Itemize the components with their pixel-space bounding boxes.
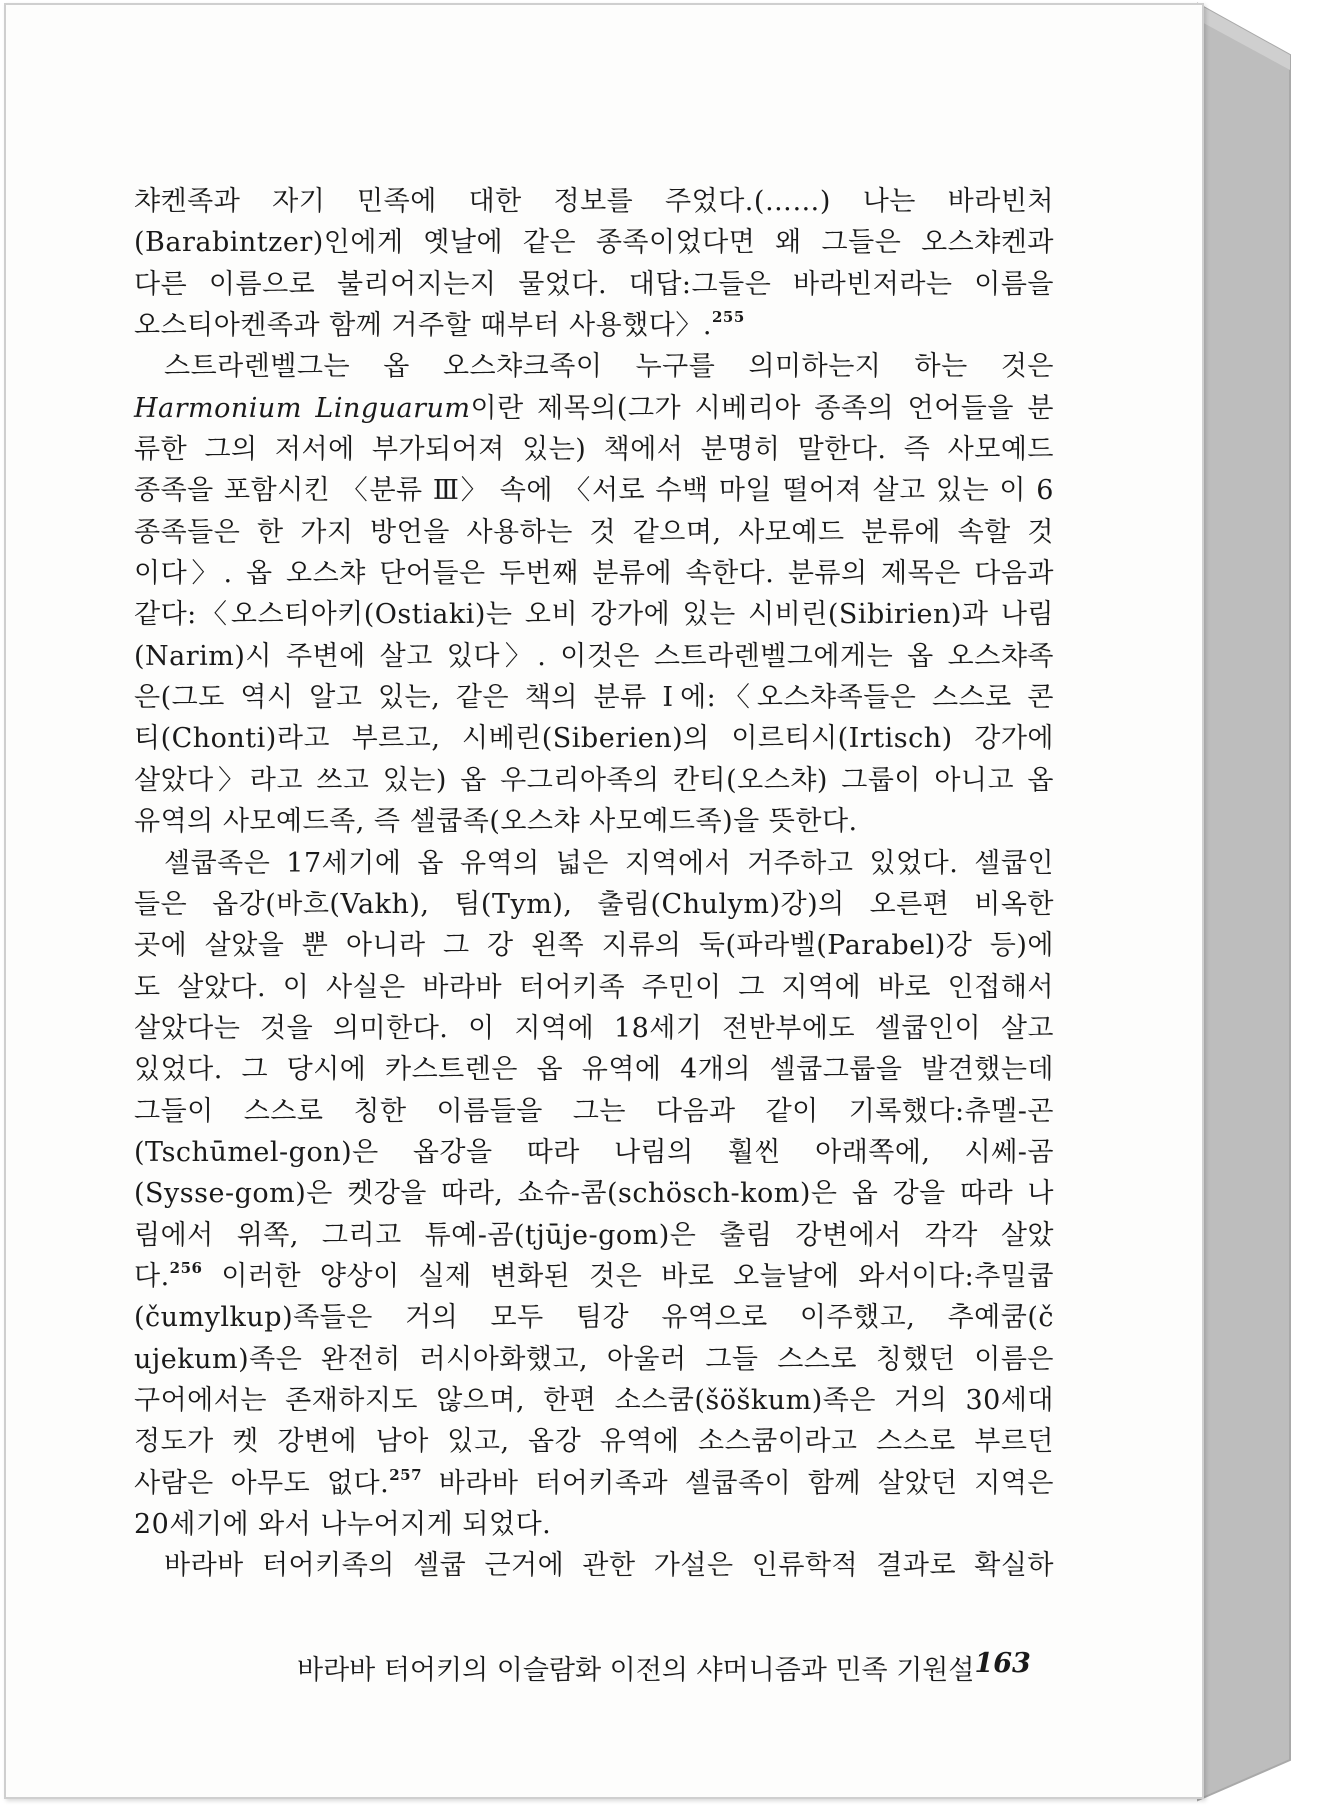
line-text: 있었다. 그 당시에 카스트렌은 옵 유역에 4개의 셀쿱그룹을 발견했는데 bbox=[134, 1054, 1054, 1086]
line-text: 종족을 포함시킨 〈분류 Ⅲ〉 속에 〈서로 수백 마일 떨어져 살고 있는 이 6 bbox=[134, 475, 1054, 507]
text-line bbox=[134, 760, 1054, 801]
line-text: 셀쿱족은 17세기에 옵 유역의 넓은 지역에서 거주하고 있었다. 셀쿱인 bbox=[164, 847, 1054, 879]
line-text: 다. bbox=[134, 1260, 170, 1292]
text-line bbox=[134, 718, 1054, 759]
book-title-italic: Harmonium Linguarum bbox=[134, 392, 471, 424]
text-line bbox=[134, 222, 1054, 263]
line-text: 이란 제목의(그가 시베리아 종족의 언어들을 분 bbox=[470, 392, 1054, 424]
line-text: 사람은 아무도 없다. bbox=[134, 1467, 390, 1499]
text-line bbox=[134, 884, 1054, 925]
text-line bbox=[134, 843, 1054, 884]
footnote-ref: 257 bbox=[389, 1465, 423, 1484]
text-line bbox=[134, 967, 1054, 1008]
text-line bbox=[134, 1173, 1054, 1214]
line-text: (čumylkup)족들은 거의 모두 팀강 유역으로 이주했고, 추예쿰(č bbox=[134, 1302, 1054, 1334]
line-text: 티(Chonti)라고 부르고, 시베린(Siberien)의 이르티시(Irtisch) 강가에 bbox=[134, 723, 1054, 755]
text-line bbox=[134, 1091, 1054, 1132]
text-line bbox=[134, 553, 1054, 594]
line-text: ujekum)족은 완전히 러시아화했고, 아울러 그들 스스로 칭했던 이름은 bbox=[134, 1343, 1054, 1375]
line-text-tail: 이러한 양상이 실제 변화된 것은 바로 오늘날에 와서이다:추밀쿱 bbox=[202, 1260, 1054, 1292]
text-line bbox=[134, 1297, 1054, 1338]
line-text: 유역의 사모예드족, 즉 셀쿱족(오스챠 사모예드족)을 뜻한다. bbox=[134, 806, 858, 838]
line-text: 챠켄족과 자기 민족에 대한 정보를 주었다.(……) 나는 바라빈처 bbox=[134, 186, 1054, 217]
line-text: 림에서 위쪽, 그리고 튜예-곰(tjūje-gom)은 출림 강변에서 각각 살았 bbox=[134, 1219, 1054, 1251]
footnote-ref: 255 bbox=[711, 308, 745, 327]
text-line bbox=[134, 801, 1054, 842]
line-text: (Tschūmel-gon)은 옵강을 따라 나림의 훨씬 아래쪽에, 시쎄-곰 bbox=[134, 1136, 1054, 1168]
text-line bbox=[134, 1463, 1054, 1504]
line-text: 도 살았다. 이 사실은 바라바 터어키족 주민이 그 지역에 바로 인접해서 bbox=[134, 971, 1054, 1003]
line-text: 살았다〉라고 쓰고 있는) 옵 우그리아족의 칸티(오스챠) 그룹이 아니고 옵 bbox=[134, 764, 1054, 796]
line-text: 오스티아켄족과 함께 거주할 때부터 사용했다〉. bbox=[134, 310, 712, 342]
text-line bbox=[134, 470, 1054, 511]
text-line bbox=[134, 1421, 1054, 1462]
line-text: 스트라렌벨그는 옵 오스챠크족이 누구를 의미하는지 하는 것은 bbox=[164, 351, 1054, 383]
line-text: 다른 이름으로 불리어지는지 물었다. 대답:그들은 바라빈저라는 이름을 bbox=[134, 268, 1054, 300]
line-text: 정도가 켓 강변에 남아 있고, 옵강 유역에 소스쿰이라고 스스로 부르던 bbox=[134, 1426, 1054, 1458]
line-text: 은(그도 역시 알고 있는, 같은 책의 분류 Ⅰ에:〈오스챠족들은 스스로 콘 bbox=[134, 682, 1054, 714]
text-line bbox=[134, 594, 1054, 635]
text-line bbox=[134, 677, 1054, 718]
text-line bbox=[134, 1008, 1054, 1049]
text-line bbox=[134, 181, 1054, 222]
line-text: 류한 그의 저서에 부가되어져 있는) 책에서 분명히 말한다. 즉 사모예드 bbox=[134, 434, 1054, 466]
text-line bbox=[134, 925, 1054, 966]
line-text: 들은 옵강(바흐(Vakh), 팀(Tym), 출림(Chulym)강)의 오른편 비옥한 bbox=[134, 888, 1054, 920]
page-number: 163 bbox=[974, 1648, 1031, 1679]
text-line bbox=[134, 1504, 1054, 1545]
line-text: 20세기에 와서 나누어지게 되었다. bbox=[134, 1509, 552, 1540]
text-line bbox=[134, 429, 1054, 470]
text-line bbox=[134, 1380, 1054, 1421]
text-line bbox=[134, 264, 1054, 305]
line-text: 이다〉. 옵 오스챠 단어들은 두번째 분류에 속한다. 분류의 제목은 다음과 bbox=[134, 558, 1054, 590]
page-footer bbox=[297, 1648, 1031, 1687]
line-text: (Sysse-gom)은 켓강을 따라, 쇼슈-콤(schösch-kom)은 옵 강을 따라 나 bbox=[134, 1178, 1054, 1210]
text-line bbox=[134, 346, 1054, 387]
line-text: 종족들은 한 가지 방언을 사용하는 것 같으며, 사모예드 분류에 속할 것 bbox=[134, 516, 1054, 548]
text-line bbox=[134, 1545, 1054, 1586]
line-text: (Narim)시 주변에 살고 있다〉. 이것은 스트라렌벨그에게는 옵 오스챠족 bbox=[134, 640, 1054, 672]
line-text: (Barabintzer)인에게 옛날에 같은 종족이었다면 왜 그들은 오스챠켄과 bbox=[134, 227, 1054, 259]
line-text: 같다:〈오스티아키(Ostiaki)는 오비 강가에 있는 시비린(Sibirien)과 나림 bbox=[134, 599, 1054, 631]
text-line bbox=[134, 388, 1054, 429]
text-line bbox=[134, 636, 1054, 677]
text-line bbox=[134, 1256, 1054, 1297]
running-title: 바라바 터어키의 이슬람화 이전의 샤머니즘과 민족 기원설 bbox=[297, 1655, 975, 1686]
text-line bbox=[134, 1049, 1054, 1090]
text-line bbox=[134, 305, 1054, 346]
line-text: 살았다는 것을 의미한다. 이 지역에 18세기 전반부에도 셀쿱인이 살고 bbox=[134, 1012, 1054, 1044]
line-text: 곳에 살았을 뿐 아니라 그 강 왼쪽 지류의 둑(파라벨(Parabel)강 등)에 bbox=[134, 930, 1054, 962]
text-line bbox=[134, 1132, 1054, 1173]
text-line bbox=[134, 1339, 1054, 1380]
body-text bbox=[134, 181, 1054, 1587]
text-line bbox=[134, 1215, 1054, 1256]
line-text: 구어에서는 존재하지도 않으며, 한편 소스쿰(šöškum)족은 거의 30세대 bbox=[134, 1384, 1054, 1416]
line-text: 바라바 터어키족의 셀쿱 근거에 관한 가설은 인류학적 결과로 확실하 bbox=[164, 1550, 1054, 1582]
line-text: 그들이 스스로 칭한 이름들을 그는 다음과 같이 기록했다:츄멜-곤 bbox=[134, 1095, 1054, 1127]
text-line bbox=[134, 512, 1054, 553]
footnote-ref: 256 bbox=[169, 1258, 203, 1277]
line-text-tail: 바라바 터어키족과 셀쿱족이 함께 살았던 지역은 bbox=[422, 1467, 1055, 1499]
